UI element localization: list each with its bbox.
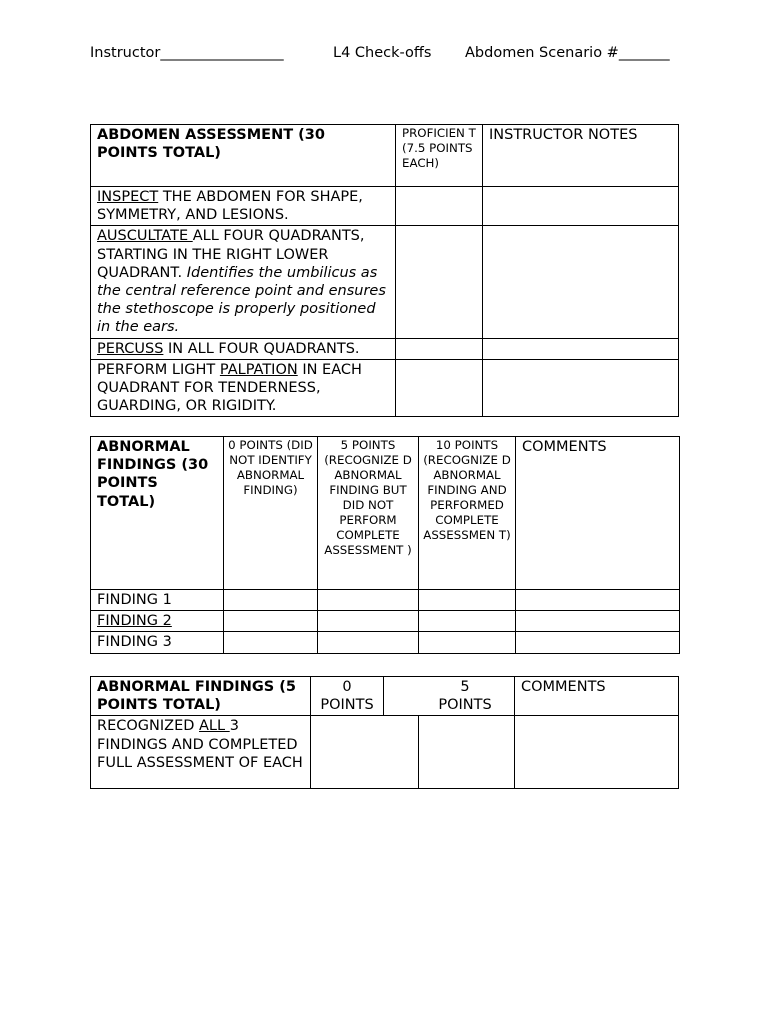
score-cell[interactable]: [419, 611, 516, 632]
findings-header-comments: COMMENTS: [516, 437, 680, 590]
skill-verb: INSPECT: [97, 189, 159, 205]
notes-cell[interactable]: [483, 187, 679, 226]
summary-row-label: [91, 716, 311, 789]
summary-5-points-label: 5 POINTS: [438, 679, 492, 714]
checkoffs-title: L4 Check-offs: [333, 45, 432, 61]
score-cell[interactable]: [311, 716, 419, 789]
findings-header-10-points: 10 POINTS (RECOGNIZE D ABNORMAL FINDING AND PERFORMED COMPLETE ASSESSMEN T): [419, 437, 516, 590]
summary-text-all: ALL: [199, 718, 230, 735]
assessment-row-inspect: [91, 187, 396, 226]
comments-cell[interactable]: [516, 590, 680, 611]
skill-text: IN EACH QUADRANT FOR TENDERNESS, GUARDING, OR RIGIDITY.: [97, 361, 362, 415]
comments-cell[interactable]: [516, 632, 680, 653]
assessment-header-notes: INSTRUCTOR NOTES: [483, 125, 679, 187]
scenario-field[interactable]: Abdomen Scenario #_______: [465, 45, 670, 61]
page-header: [90, 45, 678, 65]
finding-label: FINDING 3: [91, 632, 224, 653]
proficient-cell[interactable]: [396, 226, 483, 338]
findings-header-0-points: 0 POINTS (DID NOT IDENTIFY ABNORMAL FINDING): [224, 437, 318, 590]
assessment-header-skill: ABDOMEN ASSESSMENT (30 POINTS TOTAL): [91, 125, 396, 187]
score-cell[interactable]: [419, 716, 515, 789]
abdomen-assessment-table: [90, 124, 679, 417]
score-cell[interactable]: [318, 632, 419, 653]
abnormal-findings-table: [90, 436, 680, 654]
proficient-cell[interactable]: [396, 359, 483, 417]
score-cell[interactable]: [224, 590, 318, 611]
skill-prefix: PERFORM LIGHT: [97, 361, 220, 378]
notes-cell[interactable]: [483, 226, 679, 338]
summary-header-0-points: 0 POINTS: [311, 677, 384, 716]
skill-note: Identifies the umbilicus as the central reference point and ensures the stethoscope is properly positioned in the ears.: [97, 264, 386, 336]
findings-header-label: ABNORMAL FINDINGS (30 POINTS TOTAL): [91, 437, 224, 590]
assessment-header-proficient: PROFICIEN T (7.5 POINTS EACH): [396, 125, 483, 187]
findings-header-5-points: 5 POINTS (RECOGNIZE D ABNORMAL FINDING BUT DID NOT PERFORM COMPLETE ASSESSMENT ): [318, 437, 419, 590]
summary-text-rest: 3 FINDINGS AND COMPLETED FULL ASSESSMENT OF EACH: [97, 718, 303, 771]
score-cell[interactable]: [224, 632, 318, 653]
assessment-row-percuss: [91, 338, 396, 359]
score-cell[interactable]: [419, 632, 516, 653]
skill-text: IN ALL FOUR QUADRANTS.: [163, 340, 360, 357]
summary-header-5-points: [384, 677, 515, 716]
proficient-cell[interactable]: [396, 338, 483, 359]
score-cell[interactable]: [419, 590, 516, 611]
notes-cell[interactable]: [483, 359, 679, 417]
score-cell[interactable]: [318, 590, 419, 611]
finding-label: FINDING 2: [91, 611, 224, 632]
skill-text: THE ABDOMEN FOR SHAPE, SYMMETRY, AND LESIONS.: [97, 189, 363, 224]
notes-cell[interactable]: [483, 338, 679, 359]
proficient-cell[interactable]: [396, 187, 483, 226]
comments-cell[interactable]: [515, 716, 679, 789]
abnormal-findings-summary-table: [90, 676, 679, 789]
finding-label: FINDING 1: [91, 590, 224, 611]
skill-verb: AUSCULTATE: [97, 228, 193, 245]
score-cell[interactable]: [318, 611, 419, 632]
assessment-row-palpation: [91, 359, 396, 417]
skill-text: ALL FOUR QUADRANTS, STARTING IN THE RIGHT LOWER QUADRANT.: [97, 228, 365, 281]
comments-cell[interactable]: [516, 611, 680, 632]
summary-text-pre: RECOGNIZED: [97, 718, 200, 735]
summary-header-comments: COMMENTS: [515, 677, 679, 716]
skill-verb: PALPATION: [219, 361, 298, 378]
instructor-field[interactable]: Instructor_________________: [90, 45, 284, 61]
score-cell[interactable]: [224, 611, 318, 632]
assessment-row-auscultate: [91, 226, 396, 338]
skill-verb: PERCUSS: [97, 340, 164, 357]
summary-header-label: ABNORMAL FINDINGS (5 POINTS TOTAL): [91, 677, 311, 716]
